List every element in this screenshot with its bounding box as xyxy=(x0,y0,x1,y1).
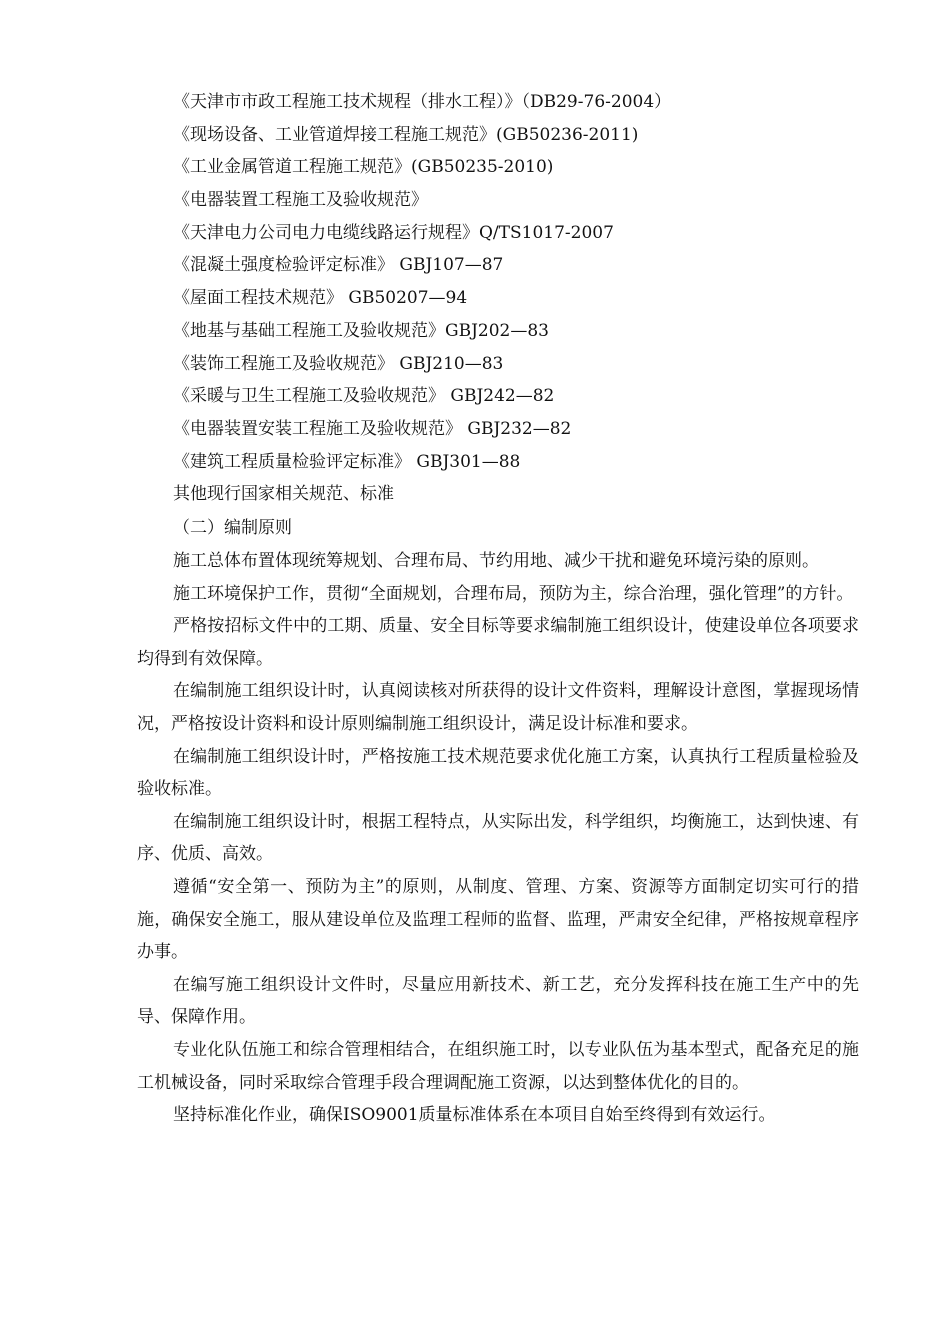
paragraph: 遵循“安全第一、预防为主”的原则，从制度、管理、方案、资源等方面制定切实可行的措施，确保安全施工，服从建设单位及监理工程师的监督、监理，严肃安全纪律，严格按规章程序办事。 xyxy=(137,876,859,963)
reference-item: 《天津电力公司电力电缆线路运行规程》Q/TS1017-2007 xyxy=(173,222,614,243)
reference-item: 《工业金属管道工程施工规范》(GB50235-2010) xyxy=(173,157,554,178)
paragraph: 施工环境保护工作，贯彻“全面规划，合理布局，预防为主，综合治理，强化管理”的方针。 xyxy=(173,583,854,604)
paragraph: 在编制施工组织设计时，根据工程特点，从实际出发，科学组织，均衡施工，达到快速、有序、优质、高效。 xyxy=(137,811,859,865)
reference-item: 《现场设备、工业管道焊接工程施工规范》(GB50236-2011) xyxy=(173,124,639,145)
principles-body xyxy=(137,545,859,1132)
reference-list xyxy=(173,86,873,511)
section-heading: （二）编制原则 xyxy=(173,518,292,538)
paragraph: 严格按招标文件中的工期、质量、安全目标等要求编制施工组织设计，使建设单位各项要求均得到有效保障。 xyxy=(137,616,859,669)
reference-item: 《电器装置安装工程施工及验收规范》 GBJ232—82 xyxy=(173,418,572,439)
reference-item: 《地基与基础工程施工及验收规范》GBJ202—83 xyxy=(173,320,549,341)
paragraph: 在编制施工组织设计时，严格按施工技术规范要求优化施工方案，认真执行工程质量检验及验收标准。 xyxy=(137,746,859,800)
reference-item: 《建筑工程质量检验评定标准》 GBJ301—88 xyxy=(173,451,521,472)
paragraph: 专业化队伍施工和综合管理相结合，在组织施工时，以专业队伍为基本型式，配备充足的施工机械设备，同时采取综合管理手段合理调配施工资源，以达到整体优化的目的。 xyxy=(137,1039,859,1093)
reference-item: 《天津市市政工程施工技术规程（排水工程）》（DB29-76-2004） xyxy=(173,92,672,112)
reference-item: 《电器装置工程施工及验收规范》 xyxy=(173,190,428,211)
reference-item: 其他现行国家相关规范、标准 xyxy=(173,484,394,505)
reference-item: 《屋面工程技术规范》 GB50207—94 xyxy=(173,288,468,309)
reference-item: 《装饰工程施工及验收规范》 GBJ210—83 xyxy=(173,353,504,374)
reference-item: 《混凝土强度检验评定标准》 GBJ107—87 xyxy=(173,255,504,276)
paragraph: 在编制施工组织设计时，认真阅读核对所获得的设计文件资料，理解设计意图，掌握现场情况，严格按设计资料和设计原则编制施工组织设计，满足设计标准和要求。 xyxy=(137,681,859,734)
reference-item: 《采暖与卫生工程施工及验收规范》 GBJ242—82 xyxy=(173,386,555,407)
paragraph: 在编写施工组织设计文件时，尽量应用新技术、新工艺，充分发挥科技在施工生产中的先导、保障作用。 xyxy=(137,974,859,1028)
paragraph: 坚持标准化作业，确保ISO9001质量标准体系在本项目自始至终得到有效运行。 xyxy=(173,1105,776,1126)
paragraph: 施工总体布置体现统筹规划、合理布局、节约用地、减少干扰和避免环境污染的原则。 xyxy=(173,551,819,571)
